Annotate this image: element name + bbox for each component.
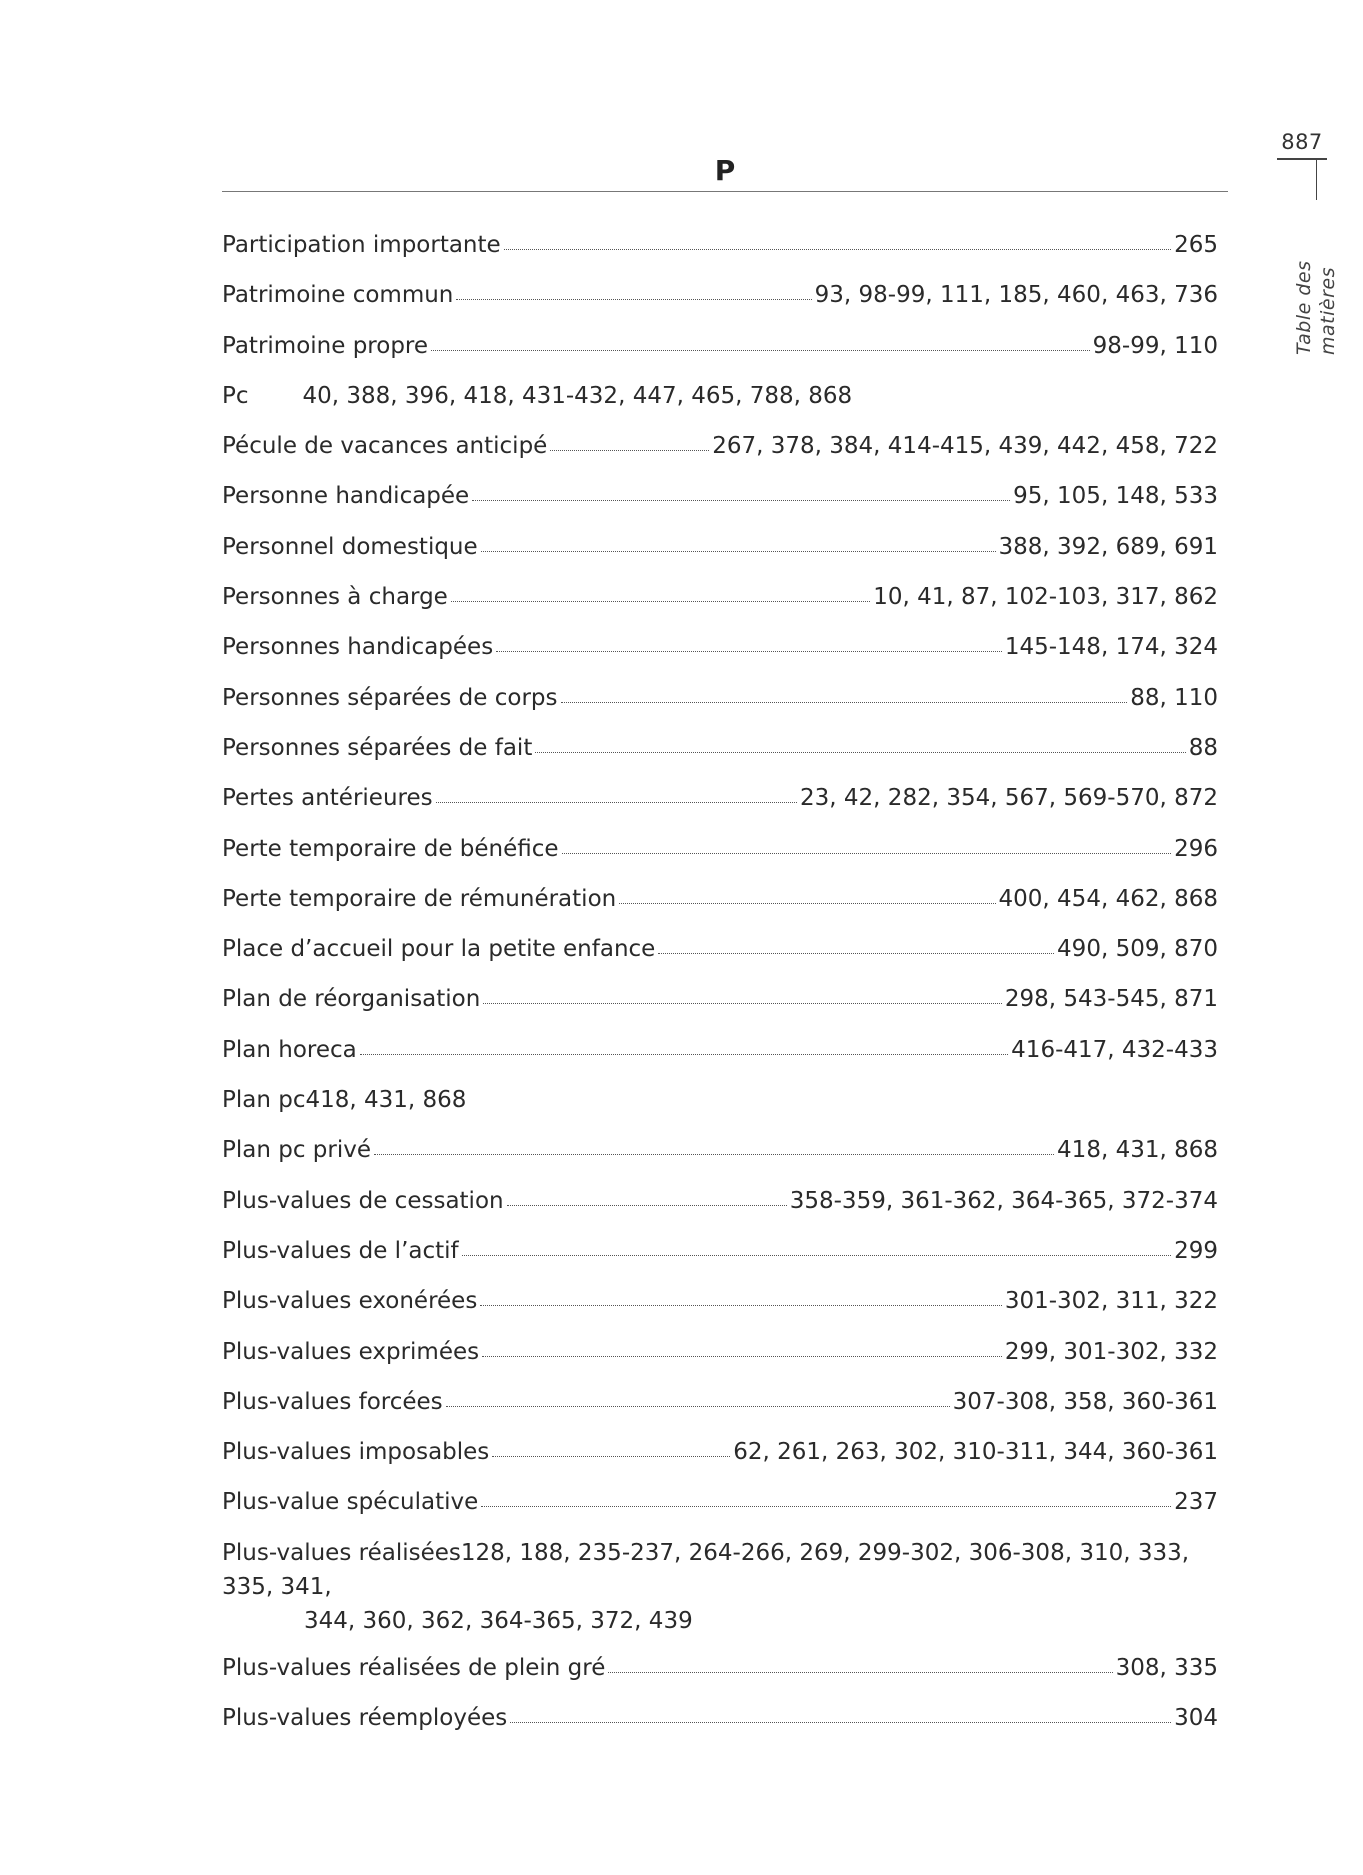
index-pages: 298, 543-545, 871 xyxy=(1004,986,1218,1013)
index-pages: 304 xyxy=(1174,1705,1218,1732)
index-term: Plus-values réalisées de plein gré xyxy=(222,1654,606,1681)
page-number: 887 xyxy=(1281,130,1323,154)
dot-leader xyxy=(492,1456,730,1457)
dot-leader xyxy=(472,500,1010,501)
dot-leader xyxy=(562,853,1172,854)
index-term: Plus-values réemployées xyxy=(222,1705,508,1732)
index-entry xyxy=(222,1651,1218,1701)
index-entry xyxy=(222,379,1218,429)
index-entry xyxy=(222,781,1218,831)
index-pages: 88 xyxy=(1188,734,1218,761)
dot-leader xyxy=(550,450,709,451)
dot-leader xyxy=(483,1003,1002,1004)
index-entry xyxy=(222,1701,1218,1751)
index-pages: 388, 392, 689, 691 xyxy=(998,533,1218,560)
index-term: Pc xyxy=(222,382,249,409)
index-pages: 308, 335 xyxy=(1115,1654,1218,1681)
index-pages: 88, 110 xyxy=(1130,684,1218,711)
index-entry xyxy=(222,530,1218,580)
index-term: Plan horeca xyxy=(222,1036,357,1063)
index-pages: 307-308, 358, 360-361 xyxy=(952,1388,1218,1415)
index-entry xyxy=(222,329,1218,379)
index-term: Plus-values de l’actif xyxy=(222,1237,459,1264)
index-pages: 237 xyxy=(1174,1489,1218,1516)
index-term: Personnes handicapées xyxy=(222,634,494,661)
index-pages: 299, 301-302, 332 xyxy=(1004,1338,1218,1365)
index-pages: 23, 42, 282, 354, 567, 569-570, 872 xyxy=(800,785,1218,812)
index-entry xyxy=(222,228,1218,278)
index-entry xyxy=(222,1133,1218,1183)
running-head: Table des matières xyxy=(1293,260,1339,355)
index-pages: 296 xyxy=(1174,835,1218,862)
index-term: Pertes antérieures xyxy=(222,785,433,812)
index-list xyxy=(222,228,1218,1751)
index-pages: 265 xyxy=(1174,232,1218,258)
index-pages: 416-417, 432-433 xyxy=(1011,1036,1218,1063)
index-pages: 299 xyxy=(1174,1237,1218,1264)
index-term: Patrimoine commun xyxy=(222,282,454,309)
dot-leader xyxy=(619,903,995,904)
section-divider xyxy=(222,191,1228,192)
index-term: Plan pc privé xyxy=(222,1137,372,1164)
index-term: Personne handicapée xyxy=(222,483,470,510)
index-pages: 40, 388, 396, 418, 431-432, 447, 465, 788, 868 xyxy=(302,382,853,409)
index-entry xyxy=(222,932,1218,982)
dot-leader xyxy=(608,1672,1112,1673)
index-entry xyxy=(222,1184,1218,1234)
dot-leader xyxy=(504,249,1171,250)
dot-leader xyxy=(496,651,1002,652)
index-entry xyxy=(222,479,1218,529)
section-letter: P xyxy=(714,154,736,187)
index-term: Personnes séparées de corps xyxy=(222,684,558,711)
index-term: Personnes à charge xyxy=(222,584,448,611)
dot-leader xyxy=(436,802,797,803)
index-pages: 98-99, 110 xyxy=(1092,332,1218,359)
index-entry xyxy=(222,429,1218,479)
index-term: Personnes séparées de fait xyxy=(222,734,533,761)
index-entry xyxy=(222,278,1218,328)
index-pages: 301-302, 311, 322 xyxy=(1004,1288,1218,1315)
index-term: Plus-values exprimées xyxy=(222,1338,480,1365)
index-entry xyxy=(222,1435,1218,1485)
index-term: Plus-values imposables xyxy=(222,1439,490,1466)
index-term: Plan de réorganisation xyxy=(222,986,481,1013)
index-entry xyxy=(222,832,1218,882)
index-pages: 145-148, 174, 324 xyxy=(1004,634,1218,661)
index-pages: 418, 431, 868 xyxy=(305,1087,467,1114)
index-entry xyxy=(222,882,1218,932)
index-entry xyxy=(222,1385,1218,1435)
dot-leader xyxy=(451,601,870,602)
dot-leader xyxy=(658,953,1054,954)
dot-leader xyxy=(561,702,1128,703)
dot-leader xyxy=(446,1406,950,1407)
dot-leader xyxy=(431,350,1090,351)
index-pages: 267, 378, 384, 414-415, 439, 442, 458, 722 xyxy=(712,433,1218,460)
index-term: Plus-values réalisées xyxy=(222,1539,461,1566)
index-entry xyxy=(222,1234,1218,1284)
index-entry xyxy=(222,1284,1218,1334)
index-entry xyxy=(222,1485,1218,1535)
index-pages-continued: 344, 360, 362, 364-365, 372, 439 xyxy=(304,1607,693,1634)
index-term: Place d’accueil pour la petite enfance xyxy=(222,936,656,963)
index-entry xyxy=(222,731,1218,781)
dot-leader xyxy=(462,1255,1171,1256)
index-term: Perte temporaire de bénéfice xyxy=(222,835,559,862)
index-entry xyxy=(222,1335,1218,1385)
index-term: Plan pc xyxy=(222,1087,306,1114)
index-pages: 95, 105, 148, 533 xyxy=(1013,483,1218,510)
dot-leader xyxy=(507,1205,787,1206)
dot-leader xyxy=(535,752,1185,753)
index-pages: 400, 454, 462, 868 xyxy=(998,885,1218,912)
index-pages: 62, 261, 263, 302, 310-311, 344, 360-361 xyxy=(733,1439,1218,1466)
index-entry xyxy=(222,982,1218,1032)
dot-leader xyxy=(482,1356,1002,1357)
dot-leader xyxy=(360,1054,1008,1055)
dot-leader xyxy=(374,1154,1054,1155)
index-entry xyxy=(222,580,1218,630)
index-term: Plus-values de cessation xyxy=(222,1187,504,1214)
dot-leader xyxy=(481,551,996,552)
page-number-rule xyxy=(1277,158,1327,160)
dot-leader xyxy=(481,1506,1171,1507)
index-pages: 418, 431, 868 xyxy=(1057,1137,1218,1164)
index-pages: 10, 41, 87, 102-103, 317, 862 xyxy=(873,584,1218,611)
index-entry xyxy=(222,1536,1218,1638)
index-term: Perte temporaire de rémunération xyxy=(222,885,617,912)
index-term: Patrimoine propre xyxy=(222,332,429,359)
index-entry xyxy=(222,1083,1218,1133)
index-term: Participation importante xyxy=(222,232,501,258)
index-pages: 128, 188, 235-237, 264-266, 269, 299-302, 306-308, 310, 333, 335, 341, xyxy=(222,1539,1190,1600)
dot-leader xyxy=(480,1305,1002,1306)
index-entry xyxy=(222,681,1218,731)
index-term: Personnel domestique xyxy=(222,533,478,560)
index-term: Plus-value spéculative xyxy=(222,1489,479,1516)
dot-leader xyxy=(456,299,811,300)
index-term: Plus-values exonérées xyxy=(222,1288,478,1315)
index-term: Pécule de vacances anticipé xyxy=(222,433,548,460)
index-pages: 490, 509, 870 xyxy=(1057,936,1218,963)
index-pages: 93, 98-99, 111, 185, 460, 463, 736 xyxy=(814,282,1218,309)
dot-leader xyxy=(510,1722,1171,1723)
index-entry xyxy=(222,630,1218,680)
index-term: Plus-values forcées xyxy=(222,1388,443,1415)
index-entry xyxy=(222,1033,1218,1083)
index-pages: 358-359, 361-362, 364-365, 372-374 xyxy=(789,1187,1218,1214)
